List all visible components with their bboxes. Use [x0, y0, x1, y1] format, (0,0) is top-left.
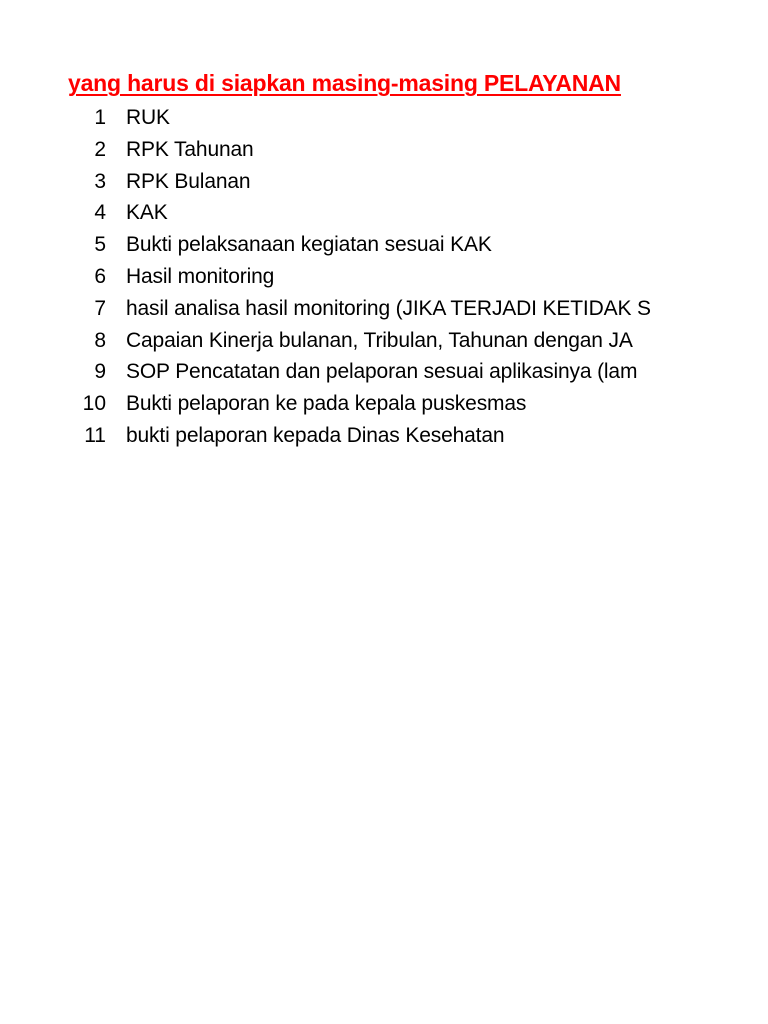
item-text: KAK	[126, 201, 168, 225]
item-number: 11	[84, 423, 106, 447]
item-text: Capaian Kinerja bulanan, Tribulan, Tahunan dengan JA	[126, 328, 633, 352]
item-number: 1	[94, 106, 106, 129]
checklist	[0, 102, 686, 452]
list-item	[0, 356, 686, 388]
item-text: bukti pelaporan kepada Dinas Kesehatan	[126, 423, 505, 447]
list-item	[0, 388, 686, 420]
list-item	[0, 261, 686, 293]
list-item	[0, 293, 686, 325]
item-text: RUK	[126, 106, 170, 129]
list-item	[0, 102, 686, 134]
item-text: SOP Pencatatan dan pelaporan sesuai aplikasinya (lam	[126, 360, 638, 384]
item-text: Bukti pelaksanaan kegiatan sesuai KAK	[126, 233, 492, 257]
list-item	[0, 420, 686, 452]
list-item	[0, 134, 686, 166]
item-number: 6	[94, 264, 106, 288]
item-text: Bukti pelaporan ke pada kepala puskesmas	[126, 392, 527, 416]
item-number: 2	[94, 137, 106, 161]
item-text: RPK Bulanan	[126, 169, 251, 193]
item-number: 5	[94, 233, 106, 257]
item-number: 9	[94, 360, 106, 384]
item-number: 4	[94, 201, 106, 225]
item-text: RPK Tahunan	[126, 137, 254, 161]
item-text: hasil analisa hasil monitoring (JIKA TERJADI KETIDAK S	[126, 296, 651, 320]
list-item	[0, 325, 686, 357]
item-number: 7	[94, 296, 106, 320]
item-number: 3	[94, 169, 106, 193]
item-text: Hasil monitoring	[126, 264, 275, 288]
document-title: yang harus di siapkan masing-masing PELAYANAN	[68, 70, 621, 96]
list-item	[0, 229, 686, 261]
list-item	[0, 197, 686, 229]
print-area	[0, 0, 686, 460]
item-number: 10	[82, 392, 106, 416]
list-item	[0, 166, 686, 198]
item-number: 8	[94, 328, 106, 352]
